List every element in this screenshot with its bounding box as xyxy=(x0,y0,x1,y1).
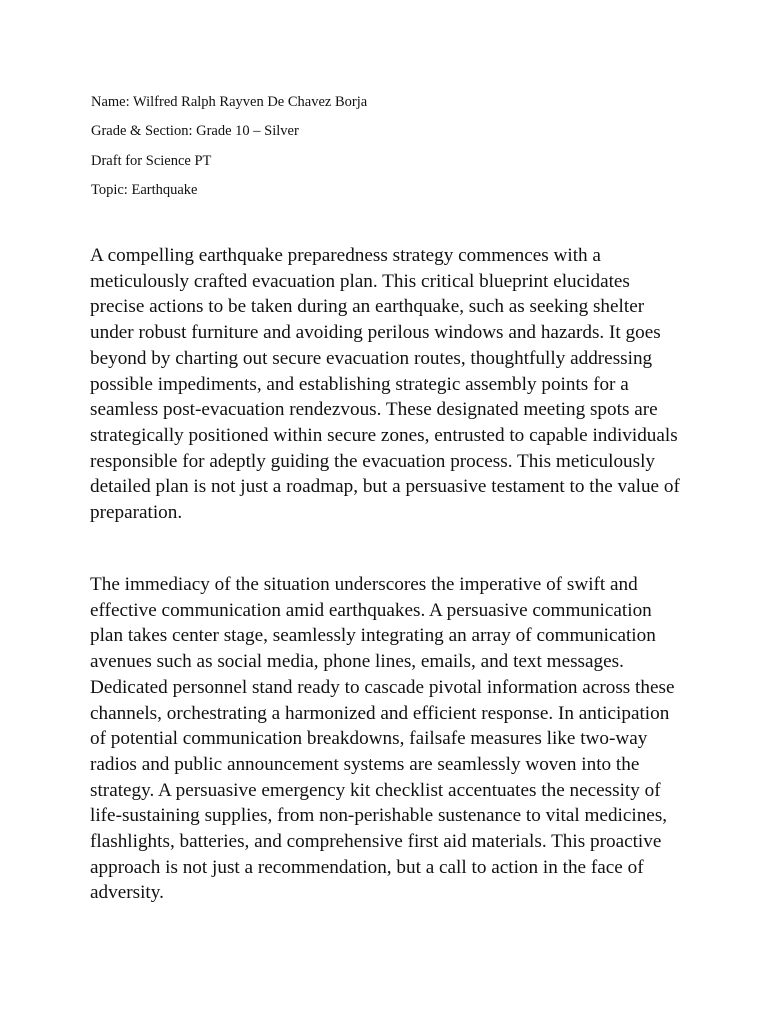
paragraph-evacuation-plan: A compelling earthquake preparedness strategy commences with a meticulously crafted evacuation plan. This critical blueprint elucidates precise actions to be taken during an earthquake, such as seeking shelter under robust furniture and avoiding perilous windows and hazards. It goes beyond by charting out secure evacuation routes, thoughtfully addressing possible impediments, and establishing strategic assembly points for a seamless post-evacuation rendezvous. These designated meeting spots are strategically positioned within secure zones, entrusted to capable individuals responsible for adeptly guiding the evacuation process. This meticulously detailed plan is not just a roadmap, but a persuasive testament to the value of preparation. xyxy=(90,245,680,524)
topic-label: Topic: Earthquake xyxy=(91,181,198,198)
paragraph-communication-plan: The immediacy of the situation underscores the imperative of swift and effective communication amid earthquakes. A persuasive communication plan takes center stage, seamlessly integrating an array of communication avenues such as social media, phone lines, emails, and text messages. Dedicated personnel stand ready to cascade pivotal information across these channels, orchestrating a harmonized and efficient response. In anticipation of potential communication breakdowns, failsafe measures like two-way radios and public announcement systems are seamlessly woven into the strategy. A persuasive emergency kit checklist accentuates the necessity of life-sustaining supplies, from non-perishable sustenance to vital medicines, flashlights, batteries, and comprehensive first aid materials. This proactive approach is not just a recommendation, but a call to action in the face of adversity. xyxy=(90,574,675,904)
draft-label: Draft for Science PT xyxy=(91,152,212,169)
grade-section: Grade & Section: Grade 10 – Silver xyxy=(91,123,299,140)
student-name: Name: Wilfred Ralph Rayven De Chavez Borja xyxy=(91,94,368,110)
document-header xyxy=(91,94,691,211)
